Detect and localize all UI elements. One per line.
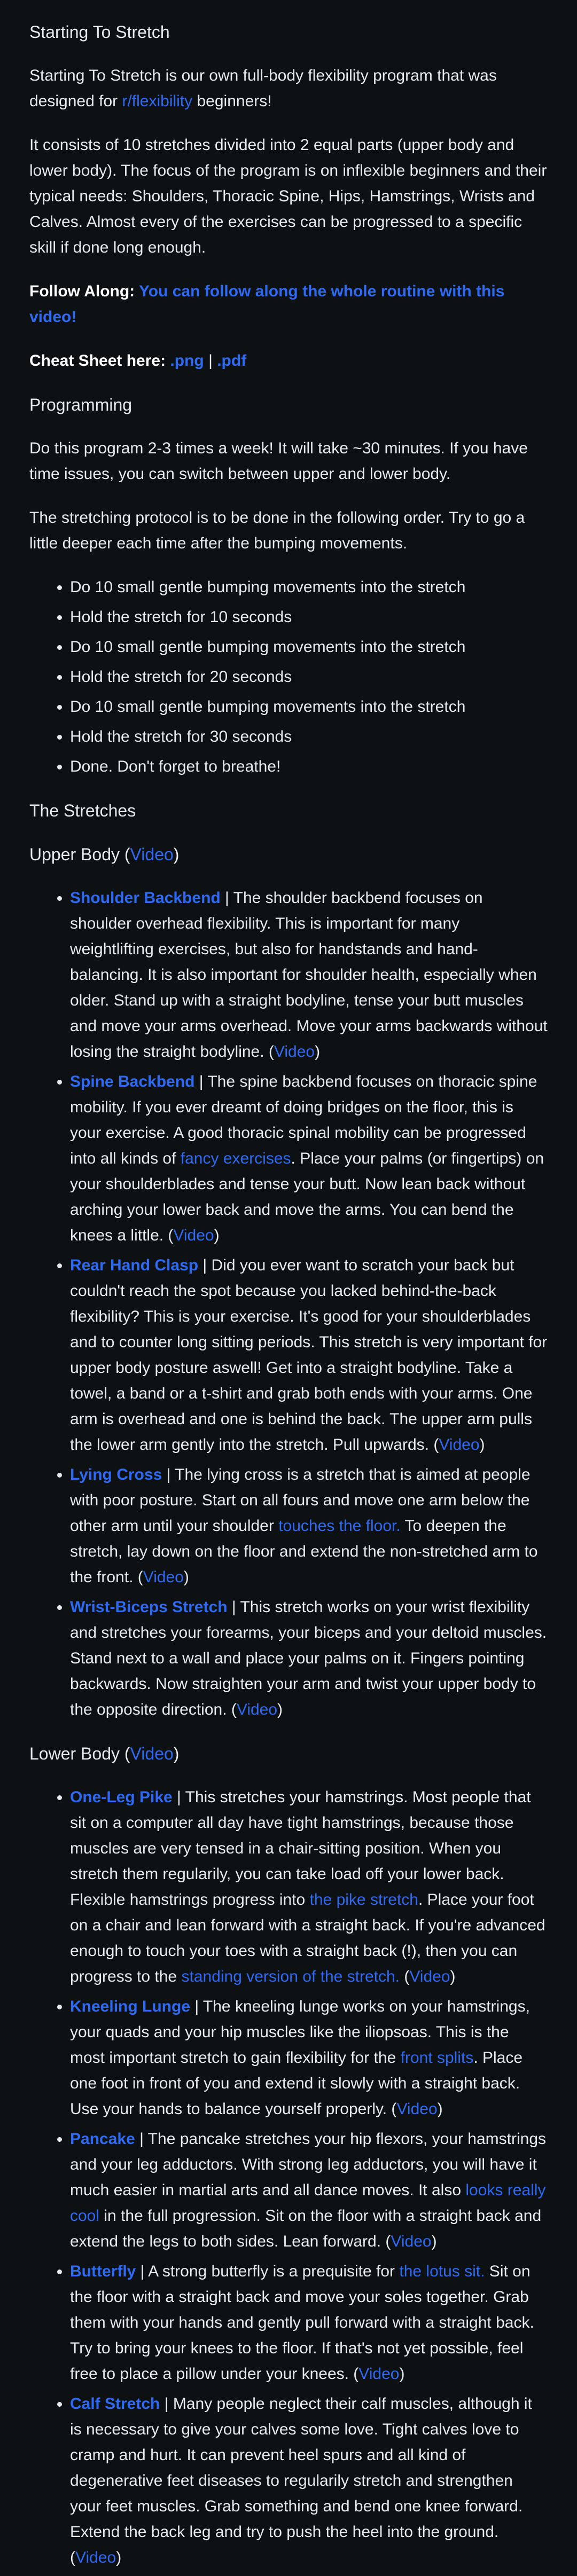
text-run: | The kneeling lunge works on your hamstrings, your quads and your hip muscles like the iliopsoas. This is the most important stretch to gain flexibility for the: [70, 1998, 530, 2067]
list-item: [70, 1462, 548, 1590]
stretch-name-link[interactable]: Wrist-Biceps Stretch: [70, 1598, 228, 1616]
stretch-name-link[interactable]: Shoulder Backbend: [70, 889, 221, 907]
text-run: Do 10 small gentle bumping movements into the stretch: [70, 578, 466, 596]
intro-paragraph: [29, 63, 548, 114]
text-run: | The lying cross is a stretch that is aimed at people with poor posture. Start on all fours and move one arm below the other arm until your shoulder: [70, 1466, 531, 1535]
stretch-name-link[interactable]: Butterfly: [70, 2263, 136, 2280]
text-run: It consists of 10 stretches divided into 2 equal parts (upper body and lower body). The focus of the program is on inflexible beginners and their typical needs: Shoulders, Thoracic Spine, Hips, Hamstrings, Wrists and Calves. Almost every of the exercises can be progressed to a specific skill if done long enough.: [29, 136, 547, 256]
text-run: Upper Body (: [29, 845, 130, 864]
text-run: Done. Don't forget to breathe!: [70, 758, 281, 775]
follow-along-video-link[interactable]: You can follow along the whole routine with this video!: [29, 282, 505, 326]
stretch-name-link[interactable]: Pancake: [70, 2130, 135, 2148]
subreddit-link[interactable]: r/flexibility: [122, 92, 193, 110]
text-run: ): [277, 1701, 283, 1718]
touches-the-floor-link[interactable]: touches the floor.: [278, 1517, 401, 1535]
overview-paragraph: [29, 132, 548, 261]
list-item: [70, 754, 548, 780]
text-run: ): [173, 1744, 180, 1763]
front-splits-link[interactable]: front splits: [400, 2049, 474, 2067]
text-run: The stretching protocol is to be done in the following order. Try to go a little deeper each time after the bumping movements.: [29, 509, 525, 552]
text-run: ): [173, 845, 180, 864]
video-link[interactable]: Video: [439, 1436, 480, 1454]
stretch-name-link[interactable]: Calf Stretch: [70, 2395, 160, 2413]
upper-body-video-link[interactable]: Video: [130, 845, 174, 864]
list-item: [70, 664, 548, 690]
text-run: ): [315, 1043, 321, 1061]
protocol-paragraph: [29, 505, 548, 556]
list-item: [70, 1595, 548, 1723]
video-link[interactable]: Video: [236, 1701, 278, 1718]
text-run: ): [479, 1436, 485, 1454]
text-run: . Place your palms (or fingertips) on your shoulderblades and tense your butt. Now lean back without arching your lower back and move the arms. You can bend the knees a little. (: [70, 1150, 544, 1244]
text-run: | The pancake stretches your hip flexors, your hamstrings and your leg adductors. With strong leg adductors, you will have it much easier in martial arts and all dance moves. It also: [70, 2130, 547, 2199]
text-run: To deepen the stretch, lay down on the floor and extend the non-stretched arm to the front. (: [70, 1517, 538, 1586]
frequency-paragraph: [29, 436, 548, 487]
text-run: | Did you ever want to scratch your back but couldn't reach the spot because you lacked behind-the-back flexibility? This is your exercise. It's good for your shoulderblades and to counter long sitting periods. This stretch is very important for upper body posture aswell! Get into a straight bodyline. Take a towel, a band or a t-shirt and grab both ends with your arms. One arm is overhead and one is behind the back. The upper arm pulls the lower arm gently into the stretch. Pull upwards. (: [70, 1256, 548, 1454]
bold-label: Follow Along:: [29, 282, 139, 300]
text-run: | The shoulder backbend focuses on shoulder overhead flexibility. This is important for many weightlifting exercises, but also for handstands and hand-balancing. It is also important for shoulder health, especially when older. Stand up with a straight bodyline, tense your butt muscles and move your arms overhead. Move your arms backwards without losing the straight bodyline. (: [70, 889, 548, 1061]
cheat-sheet-pdf-link[interactable]: .pdf: [217, 352, 247, 370]
heading-upper-body: [29, 842, 548, 867]
cheat-sheet-paragraph: [29, 348, 548, 374]
list-item: [70, 575, 548, 600]
video-link[interactable]: Video: [396, 2100, 438, 2118]
upper-body-list: [29, 885, 548, 1723]
heading-programming: [29, 392, 548, 418]
text-run: ): [116, 2549, 122, 2566]
text-run: in the full progression. Sit on the floor with a straight back and extend the legs to both sides. Lean forward. (: [70, 2207, 542, 2250]
text-run: ): [183, 1568, 189, 1586]
text-run: | A strong butterfly is a prequisite for: [136, 2263, 400, 2280]
text-run: | Many people neglect their calf muscles, although it is necessary to give your calves some love. Tight calves love to cramp and hurt. It can prevent heel spurs and all kind of degenerative feet diseases to regularily stretch and strengthen your feet muscles. Grab something and bend one knee forward. Extend the back leg and try to push the heel into the ground. (: [70, 2395, 532, 2566]
text-run: Hold the stretch for 20 seconds: [70, 668, 292, 686]
heading-lower-body: [29, 1741, 548, 1766]
lotus-sit-link[interactable]: the lotus sit.: [399, 2263, 485, 2280]
pike-stretch-link[interactable]: the pike stretch: [309, 1891, 418, 1909]
video-link[interactable]: Video: [358, 2365, 400, 2383]
text-run: ): [431, 2233, 437, 2250]
follow-along-paragraph: [29, 279, 548, 330]
video-link[interactable]: Video: [143, 1568, 184, 1586]
text-run: Do 10 small gentle bumping movements into the stretch: [70, 698, 466, 716]
stretch-name-link[interactable]: Lying Cross: [70, 1466, 162, 1483]
text-run: . Place your foot on a chair and lean forward with a straight back. If you're advanced enough to touch your toes with a straight back (!), then you can progress to the: [70, 1891, 545, 1985]
looks-really-cool-link[interactable]: looks really cool: [70, 2181, 546, 2225]
standing-version-link[interactable]: standing version of the stretch.: [181, 1968, 400, 1985]
text-run: ): [450, 1968, 456, 1985]
video-link[interactable]: Video: [391, 2233, 432, 2250]
video-link[interactable]: Video: [173, 1227, 214, 1244]
list-item: [70, 1069, 548, 1248]
text-run: Do this program 2-3 times a week! It will take ~30 minutes. If you have time issues, you can switch between upper and lower body.: [29, 439, 528, 483]
stretch-name-link[interactable]: Rear Hand Clasp: [70, 1256, 199, 1274]
text-run: Do 10 small gentle bumping movements into the stretch: [70, 638, 466, 656]
video-link[interactable]: Video: [274, 1043, 315, 1061]
list-item: [70, 724, 548, 750]
text-run: (: [400, 1968, 410, 1985]
text-run: | This stretches your hamstrings. Most people that sit on a computer all day have tight hamstrings, because those muscles are very tensed in a chair-sitting position. When you stretch them regularily, you can take load off your lower back. Flexible hamstrings progress into: [70, 1788, 531, 1909]
video-link[interactable]: Video: [409, 1968, 450, 1985]
bold-label: Cheat Sheet here:: [29, 352, 170, 370]
text-run: ): [399, 2365, 405, 2383]
text-run: The Stretches: [29, 801, 136, 820]
list-item: [70, 885, 548, 1065]
list-item: [70, 1253, 548, 1458]
video-link[interactable]: Video: [75, 2549, 116, 2566]
text-run: | The spine backbend focuses on thoracic spine mobility. If you ever dreamt of doing bridges on the floor, this is your exercise. A good thoracic spinal mobility can be progressed into all kinds of: [70, 1073, 537, 1167]
fancy-exercises-link[interactable]: fancy exercises: [180, 1150, 291, 1167]
text-run: Hold the stretch for 30 seconds: [70, 728, 292, 745]
lower-body-video-link[interactable]: Video: [130, 1744, 174, 1763]
text-run: |: [204, 352, 217, 370]
text-run: Starting To Stretch is our own full-body flexibility program that was designed for: [29, 67, 497, 110]
lower-body-list: [29, 1785, 548, 2571]
text-run: Programming: [29, 395, 132, 414]
list-item: [70, 1994, 548, 2122]
text-run: ): [214, 1227, 220, 1244]
list-item: [70, 694, 548, 720]
text-run: beginners!: [192, 92, 272, 110]
stretch-name-link[interactable]: Spine Backbend: [70, 1073, 195, 1090]
text-run: Sit on the floor with a straight back and move your soles together. Grab them with your hands and gently pull forward with a straight back. Try to bring your knees to the floor. If that's not yet possible, feel free to place a pillow under your knees. (: [70, 2263, 534, 2383]
stretch-name-link[interactable]: Kneeling Lunge: [70, 1998, 190, 2015]
list-item: [70, 634, 548, 660]
list-item: [70, 2259, 548, 2387]
text-run: ): [437, 2100, 443, 2118]
list-item: [70, 604, 548, 630]
list-item: [70, 2126, 548, 2255]
protocol-list: [29, 575, 548, 780]
list-item: [70, 2391, 548, 2571]
post-title: Starting To Stretch: [29, 22, 170, 42]
list-item: [70, 1785, 548, 1990]
text-run: Lower Body (: [29, 1744, 130, 1763]
text-run: | This stretch works on your wrist flexibility and stretches your forearms, your biceps and your deltoid muscles. Stand next to a wall and place your palms on it. Fingers pointing backwards. Now straighten your arm and twist your upper body to the opposite direction. (: [70, 1598, 547, 1718]
cheat-sheet-png-link[interactable]: .png: [170, 352, 204, 370]
heading-the-stretches: [29, 798, 548, 823]
stretch-name-link[interactable]: One-Leg Pike: [70, 1788, 173, 1806]
text-run: Hold the stretch for 10 seconds: [70, 608, 292, 626]
text-run: . Place one foot in front of you and extend it slowly with a straight back. Use your hands to balance yourself properly. (: [70, 2049, 523, 2118]
